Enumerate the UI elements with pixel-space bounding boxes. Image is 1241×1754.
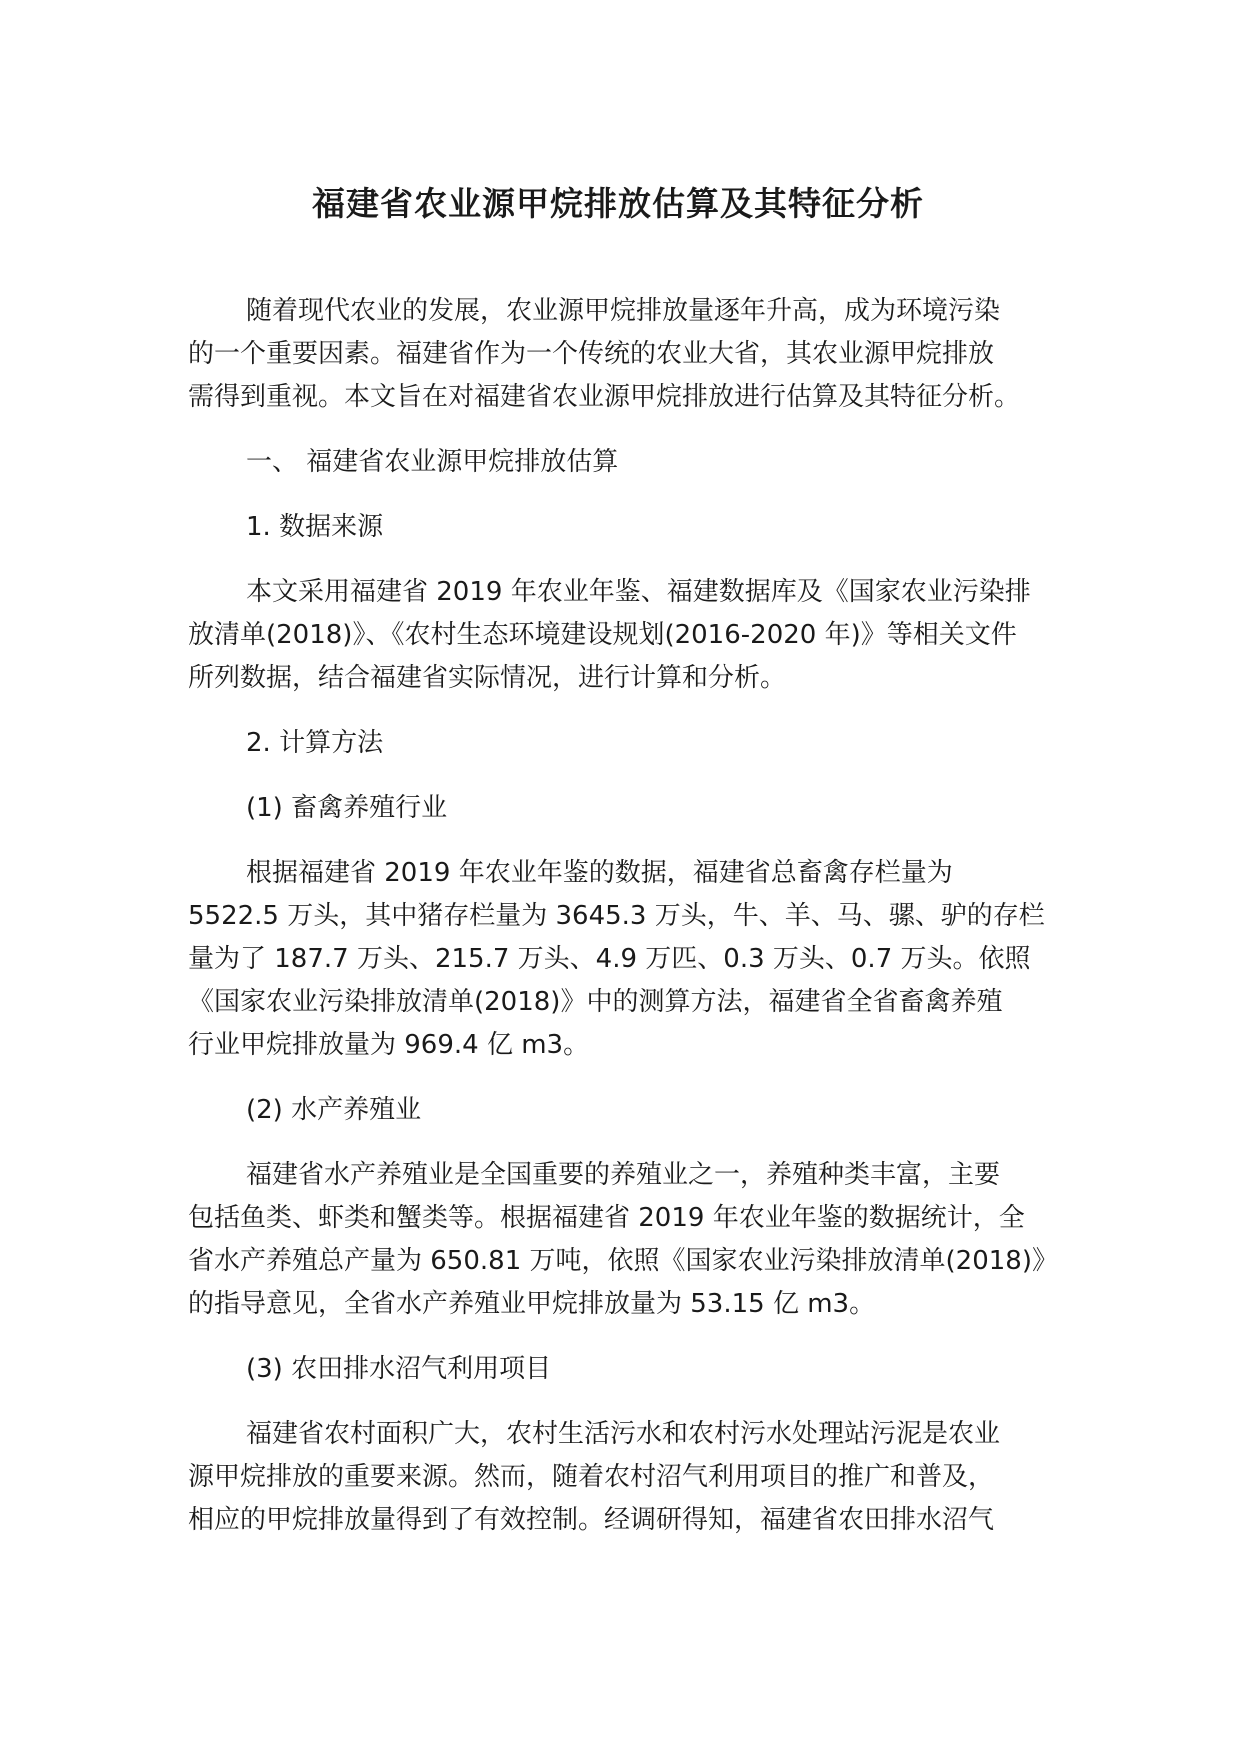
text-line: 《国家农业污染排放清单(2018)》中的测算方法，福建省全省畜禽养殖: [188, 987, 1003, 1017]
text-line: 所列数据，结合福建省实际情况，进行计算和分析。: [188, 663, 787, 693]
subheading-calculation-method: [188, 722, 1068, 765]
text-line: 省水产养殖总产量为 650.81 万吨，依照《国家农业污染排放清单(2018)》: [188, 1246, 1058, 1276]
text-line: 放清单(2018)》、《农村生态环境建设规划(2016-2020 年)》等相关文件: [188, 620, 1017, 650]
text-line: 源甲烷排放的重要来源。然而，随着农村沼气利用项目的推广和普及，: [188, 1462, 995, 1492]
text-line: 需得到重视。本文旨在对福建省农业源甲烷排放进行估算及其特征分析。: [188, 382, 1021, 412]
heading-line: 1. 数据来源: [246, 512, 384, 542]
text-line: 的指导意见，全省水产养殖业甲烷排放量为 53.15 亿 m3。: [188, 1289, 876, 1319]
text-line: 相应的甲烷排放量得到了有效控制。经调研得知，福建省农田排水沼气: [188, 1505, 995, 1535]
text-line: 根据福建省 2019 年农业年鉴的数据，福建省总畜禽存栏量为: [246, 858, 953, 888]
document-body: [188, 290, 1068, 1542]
text-line: 福建省水产养殖业是全国重要的养殖业之一，养殖种类丰富，主要: [246, 1160, 1001, 1190]
paragraph-livestock: [188, 852, 1068, 1067]
heading-line: (1) 畜禽养殖行业: [246, 793, 448, 823]
subheading-aquaculture: [188, 1089, 1068, 1132]
text-line: 的一个重要因素。福建省作为一个传统的农业大省，其农业源甲烷排放: [188, 339, 995, 369]
text-line: 福建省农村面积广大，农村生活污水和农村污水处理站污泥是农业: [246, 1419, 1001, 1449]
heading-line: (3) 农田排水沼气利用项目: [246, 1354, 552, 1384]
paragraph-data-source: [188, 571, 1068, 700]
subheading-livestock: [188, 787, 1068, 830]
heading-line: 一、 福建省农业源甲烷排放估算: [246, 447, 619, 477]
paragraph-aquaculture: [188, 1154, 1068, 1326]
paragraph-biogas: [188, 1413, 1068, 1542]
text-line: 行业甲烷排放量为 969.4 亿 m3。: [188, 1030, 590, 1060]
heading-line: (2) 水产养殖业: [246, 1095, 422, 1125]
subheading-data-source: [188, 506, 1068, 549]
text-line: 本文采用福建省 2019 年农业年鉴、福建数据库及《国家农业污染排: [246, 577, 1031, 607]
text-line: 随着现代农业的发展，农业源甲烷排放量逐年升高，成为环境污染: [246, 296, 1001, 326]
subheading-biogas: [188, 1348, 1068, 1391]
text-line: 包括鱼类、虾类和蟹类等。根据福建省 2019 年农业年鉴的数据统计，全: [188, 1203, 1025, 1233]
paragraph-intro: [188, 290, 1068, 419]
text-line: 5522.5 万头，其中猪存栏量为 3645.3 万头，牛、羊、马、骡、驴的存栏: [188, 901, 1045, 931]
heading-line: 2. 计算方法: [246, 728, 384, 758]
text-line: 量为了 187.7 万头、215.7 万头、4.9 万匹、0.3 万头、0.7 万头。依照: [188, 944, 1031, 974]
document-title: 福建省农业源甲烷排放估算及其特征分析: [312, 184, 924, 223]
section-heading-estimation: [188, 441, 1068, 484]
